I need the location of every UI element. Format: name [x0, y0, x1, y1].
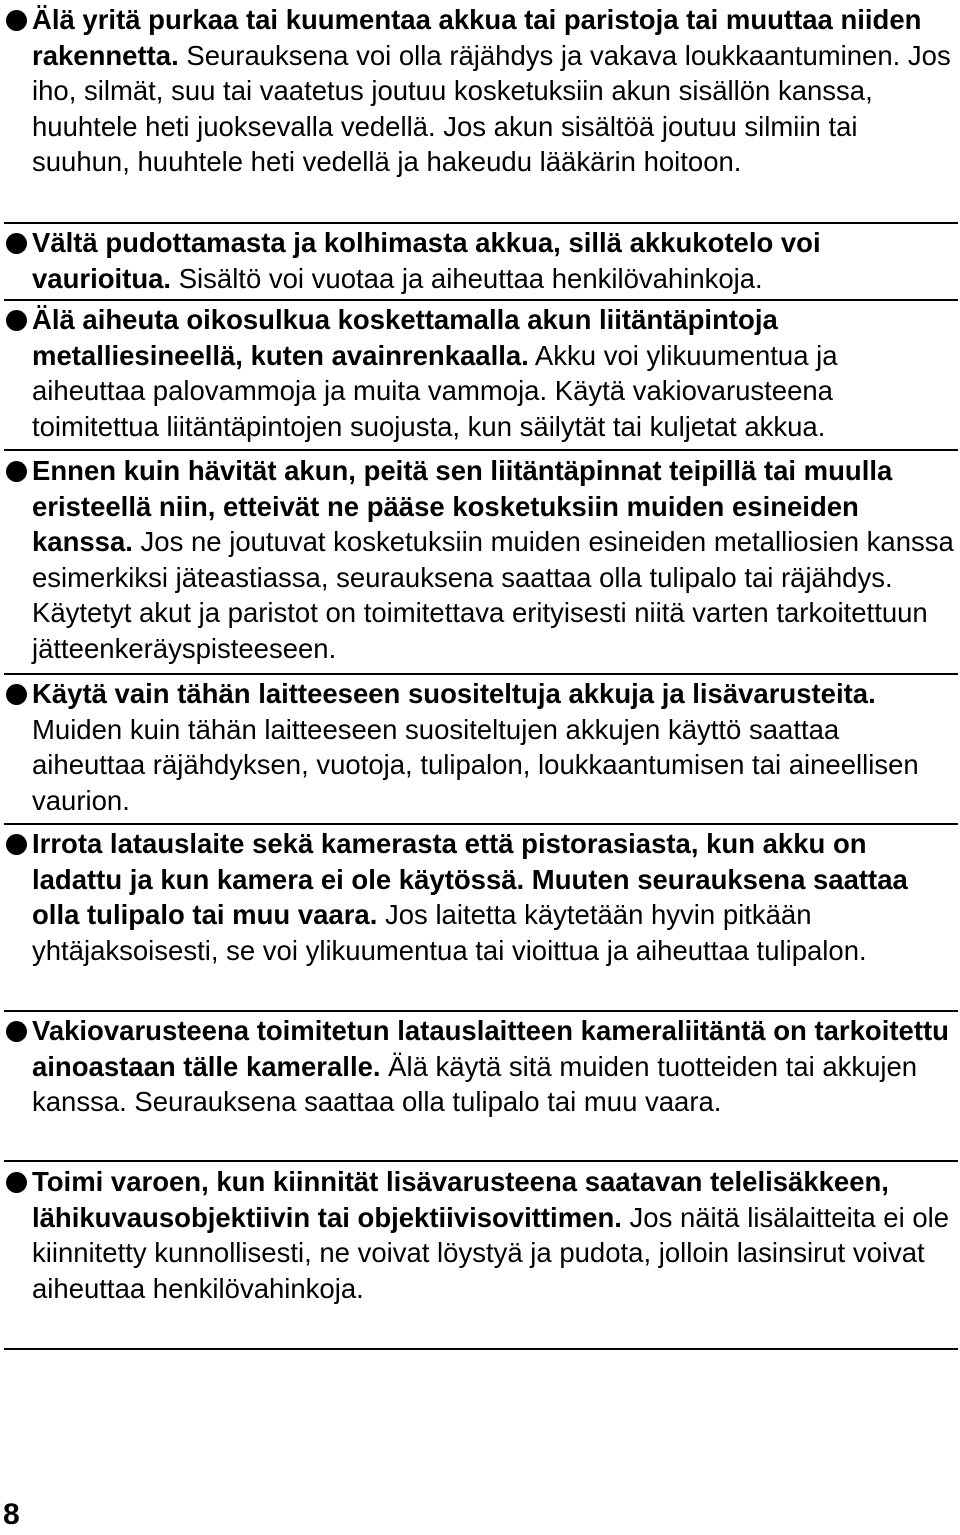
warning-item [0, 676, 960, 818]
warning-normal-text: Jos ne joutuvat kosketuksiin muiden esineiden metalliosien kanssa esimerkiksi jäteastiassa, seurauksena saattaa olla tulipalo tai räjähdys. Käytetyt akut ja paristot on toimitettava erityisesti niitä varten tarkoitettuun jätteenkeräyspisteeseen. [32, 526, 954, 664]
divider [4, 673, 958, 675]
bullet-icon [6, 684, 27, 705]
warning-bold-text: Irrota latauslaite sekä kamerasta että pistorasiasta, kun akku on ladattu ja kun kamera ei ole käytössä. Muuten seurauksena saattaa olla tulipalo tai muu vaara. [32, 828, 908, 930]
warning-normal-text: Seurauksena voi olla räjähdys ja vakava loukkaantuminen. Jos iho, silmät, suu tai vaatetus joutuu kosketuksiin akun sisällön kanssa, huuhtele heti juoksevalla vedellä. Jos akun sisältöä joutuu silmiin tai suuhun, huuhtele heti vedellä ja hakeudu lääkärin hoitoon. [32, 39, 951, 177]
warning-item [0, 453, 960, 666]
warning-normal-text: Älä käytä sitä muiden tuotteiden tai akkujen kanssa. Seurauksena saattaa olla tulipalo tai muu vaara. [32, 1050, 918, 1117]
bullet-icon [6, 310, 27, 331]
warning-bold-text: Älä yritä purkaa tai kuumentaa akkua tai paristoja tai muuttaa niiden rakennetta. [32, 4, 922, 71]
warning-item [0, 1164, 960, 1306]
warning-bold-text: Vakiovarusteena toimitetun latauslaitteen kameraliitäntä on tarkoitettu ainoastaan tälle kameralle. [32, 1015, 949, 1082]
warning-bold-text: Käytä vain tähän laitteeseen suositeltuja akkuja ja lisävarusteita. [32, 678, 876, 709]
bullet-icon [6, 1172, 27, 1193]
divider [4, 299, 958, 301]
warning-normal-text: Jos laitetta käytetään hyvin pitkään yhtäjaksoisesti, se voi ylikuumentua tai vioittua ja aiheuttaa tulipalon. [32, 899, 867, 966]
bullet-icon [6, 834, 27, 855]
warning-bold-text: Älä aiheuta oikosulkua koskettamalla akun liitäntäpintoja metalliesineellä, kuten avainrenkaalla. [32, 304, 778, 371]
page-number: 8 [3, 1498, 20, 1531]
bullet-icon [6, 10, 27, 31]
bullet-icon [6, 461, 27, 482]
warning-item [0, 2, 960, 180]
bullet-icon [6, 233, 27, 254]
warning-bold-text: Vältä pudottamasta ja kolhimasta akkua, sillä akkukotelo voi vaurioitua. [32, 227, 821, 294]
divider [4, 449, 958, 451]
bullet-icon [6, 1021, 27, 1042]
divider [4, 1160, 958, 1162]
warning-item [0, 826, 960, 968]
warning-normal-text: Sisältö voi vuotaa ja aiheuttaa henkilövahinkoja. [171, 262, 763, 294]
warning-item [0, 1013, 960, 1120]
divider [4, 1010, 958, 1012]
warning-normal-text: Muiden kuin tähän laitteeseen suositeltujen akkujen käyttö saattaa aiheuttaa räjähdyksen, vuotoja, tulipalon, loukkaantumisen tai aineellisen vaurion. [32, 713, 919, 816]
divider [4, 1348, 958, 1350]
warning-item [0, 302, 960, 444]
warning-bold-text: Toimi varoen, kun kiinnität lisävarusteena saatavan telelisäkkeen, lähikuvausobjektiivin tai objektiivisovittimen. [32, 1166, 889, 1233]
divider [4, 823, 958, 825]
warning-normal-text: Jos näitä lisälaitteita ei ole kiinnitetty kunnollisesti, ne voivat löystyä ja pudota, jolloin lasinsirut voivat aiheuttaa henkilövahinkoja. [32, 1201, 950, 1304]
warning-item [0, 225, 960, 296]
warning-bold-text: Ennen kuin hävität akun, peitä sen liitäntäpinnat teipillä tai muulla eristeellä niin, etteivät ne pääse kosketuksiin muiden esineiden kanssa. [32, 455, 893, 557]
warning-normal-text: Akku voi ylikuumentua ja aiheuttaa palovammoja ja muita vammoja. Käytä vakiovarusteena toimitettua liitäntäpintojen suojusta, kun säilytät tai kuljetat akkua. [32, 339, 838, 442]
divider [4, 222, 958, 224]
